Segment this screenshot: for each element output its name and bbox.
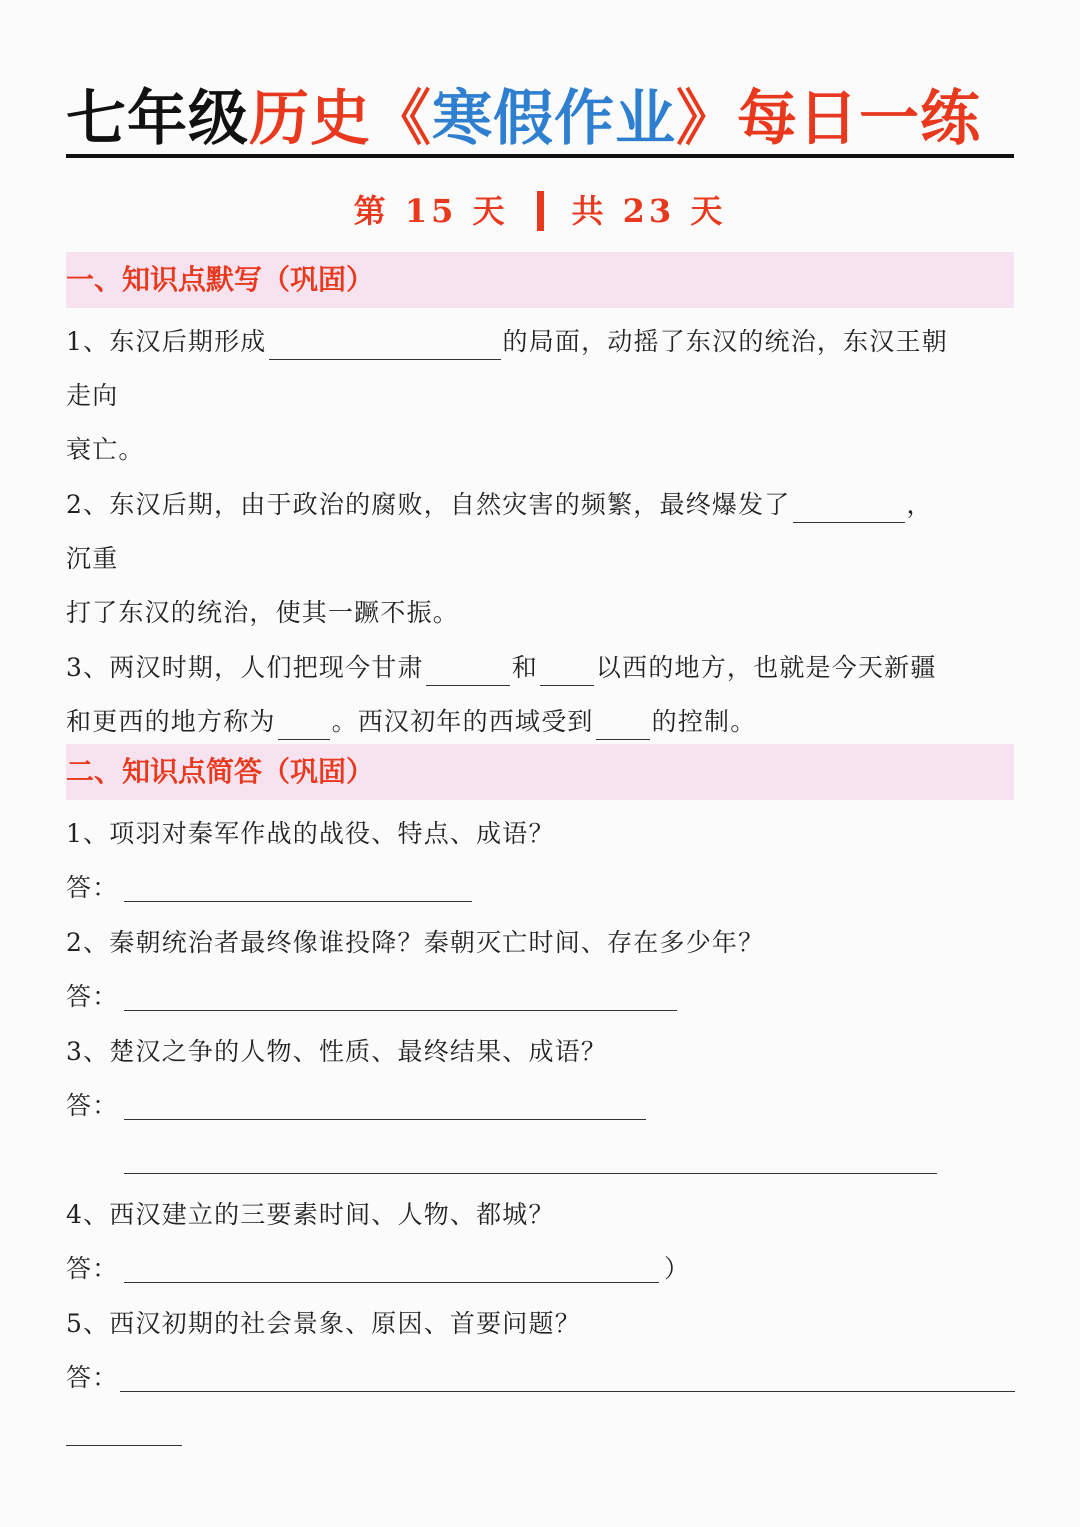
question-line [66,378,118,414]
fill-blank[interactable] [426,657,510,686]
question-text: 和 [511,653,538,682]
answer-label: 答： [66,1254,119,1283]
answer-label: 答： [66,982,119,1011]
answer-line[interactable] [124,1010,677,1011]
day-indicator [0,186,1080,236]
question-text: 衰亡。 [66,435,145,464]
question-text: 3、楚汉之争的人物、性质、最终结果、成语？ [66,1037,608,1066]
question-text: 以西的地方，也就是今天新疆 [595,653,937,682]
answer-label: 答： [66,1091,119,1120]
section-heading-short-answer: 二、知识点简答（巩固） [66,744,1014,800]
title-underline [66,154,1014,158]
answer-line[interactable] [120,1391,1015,1392]
question-text: 和更西的地方称为 [66,707,276,736]
question-line [66,595,459,631]
day-separator [537,191,544,231]
question-text: 沉重 [66,544,119,573]
question-text: 2、东汉后期，由于政治的腐败，自然灾害的频繁，最终爆发了 [66,490,791,519]
question-text: 1、项羽对秦军作战的战役、特点、成语？ [66,819,555,848]
title-homework: 寒假作业 [432,84,676,154]
answer-label: 答： [66,1363,119,1392]
answer-line[interactable] [124,1119,646,1120]
question-line [66,432,145,468]
question-text: 的控制。 [651,707,757,736]
question-line [66,650,937,686]
answer-line[interactable] [66,1445,182,1446]
question-text: 的局面，动摇了东汉的统治，东汉王朝 [502,327,948,356]
page-title [66,78,1014,160]
title-grade: 七年级 [66,84,249,154]
question-line [66,487,933,523]
question-text: 2、秦朝统治者最终像谁投降？秦朝灭亡时间、存在多少年？ [66,928,765,957]
question-line [66,541,118,577]
answer-label: 答： [66,873,119,902]
question-text: 5、西汉初期的社会景象、原因、首要问题？ [66,1309,581,1338]
question-text: 1、东汉后期形成 [66,327,267,356]
question-text: 3、两汉时期，人们把现今甘肃 [66,653,424,682]
title-subject: 历史《 [249,84,432,154]
fill-blank[interactable] [596,711,650,740]
fill-blank[interactable] [540,657,594,686]
question-text: 走向 [66,381,119,410]
answer-line[interactable] [124,1282,659,1283]
day-current: 第 15 天 [353,192,509,230]
question-text: ， [906,490,933,519]
question-text: 4、西汉建立的三要素时间、人物、都城？ [66,1200,555,1229]
question-text: 。西汉初年的西域受到 [331,707,594,736]
question-text: 打了东汉的统治，使其一蹶不振。 [66,598,460,627]
answer-line[interactable] [124,901,472,902]
fill-blank[interactable] [278,711,330,740]
section-heading-dictation: 一、知识点默写（巩固） [66,252,1014,308]
fill-blank[interactable] [793,494,905,523]
closing-paren: ） [664,1254,691,1283]
question-line [66,324,948,360]
title-daily: 》每日一练 [676,84,981,154]
day-total: 共 23 天 [571,192,727,230]
fill-blank[interactable] [269,331,501,360]
question-line [66,704,756,740]
answer-line[interactable] [124,1173,937,1174]
